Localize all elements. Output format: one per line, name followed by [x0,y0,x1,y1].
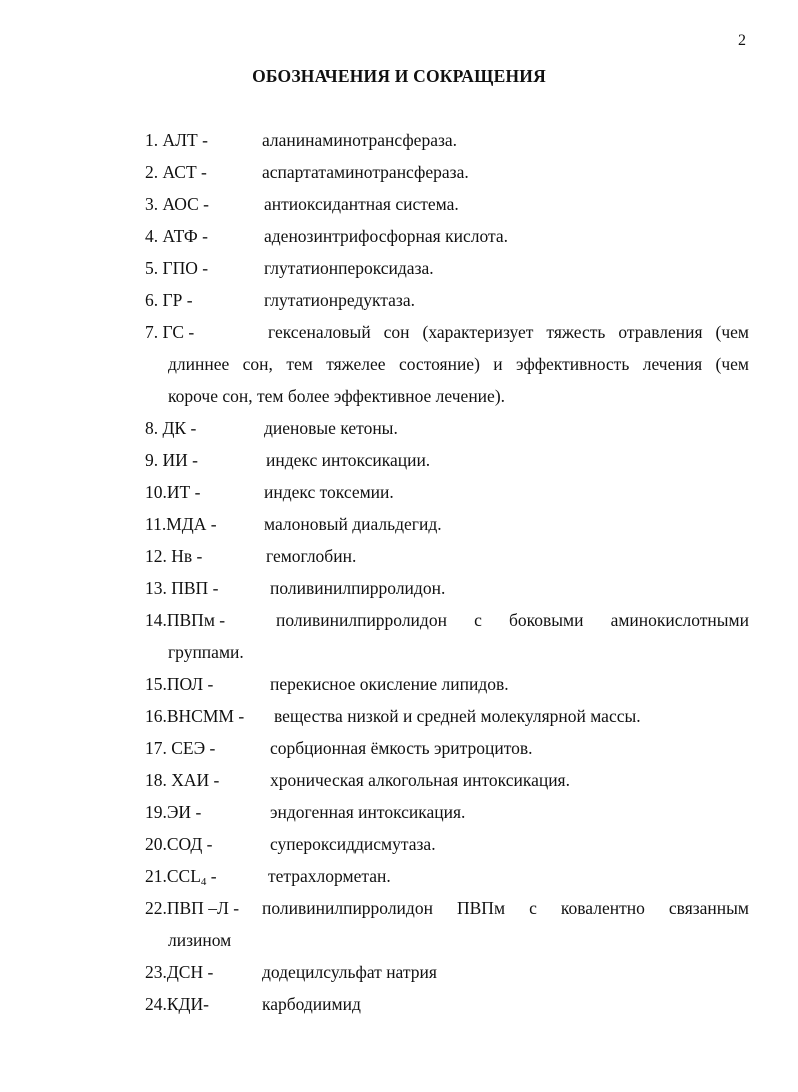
abbreviation: 12. Нв - [145,546,203,566]
abbreviation-subscript: 4 [200,876,207,888]
definition: индекс интоксикации. [266,450,431,470]
definition-continuation: лизином [168,930,232,950]
definition: супероксиддисмутаза. [270,834,436,854]
definition: малоновый диальдегид. [264,514,442,534]
definition: аспартатаминотрансфераза. [262,162,469,182]
abbreviation: 16.ВНСММ - [145,706,245,726]
abbreviation: 8. ДК - [145,418,197,438]
definition: диеновые кетоны. [264,418,398,438]
definition: хроническая алкогольная интоксикация. [270,770,570,790]
abbreviation: 7. ГС - [145,322,195,342]
abbreviation: 19.ЭИ - [145,802,202,822]
definition-continuation: короче сон, тем более эффективное лечение). [168,386,506,406]
abbreviation: 14.ПВПм - [145,610,226,630]
definition-continuation: группами. [168,642,244,662]
abbreviation: 24.КДИ- [145,994,209,1014]
abbreviation: 1. АЛТ - [145,130,208,150]
definition: аденозинтрифосфорная кислота. [264,226,508,246]
definition: гексеналовый сон (характеризует тяжесть отравления (чем [268,322,749,342]
definition: гемоглобин. [266,546,357,566]
abbreviation: 3. АОС - [145,194,209,214]
abbreviation-tail: - [206,866,217,886]
abbreviation: 18. ХАИ - [145,770,220,790]
abbreviation: 9. ИИ - [145,450,198,470]
definition: поливинилпирролидон с боковыми аминокислотными [276,610,749,630]
abbreviation: 4. АТФ - [145,226,208,246]
page-title: ОБОЗНАЧЕНИЯ И СОКРАЩЕНИЯ [252,66,546,86]
abbreviation: 10.ИТ - [145,482,201,502]
abbreviation: 6. ГР - [145,290,193,310]
definition: вещества низкой и средней молекулярной массы. [274,706,641,726]
definition: эндогенная интоксикация. [270,802,466,822]
definition-continuation: длиннее сон, тем тяжелее состояние) и эффективность лечения (чем [168,354,749,374]
definition: глутатионредуктаза. [264,290,415,310]
definition: поливинилпирролидон. [270,578,446,598]
definition: поливинилпирролидон ПВПм с ковалентно связанным [262,898,749,918]
definition: перекисное окисление липидов. [270,674,509,694]
abbreviation: 22.ПВП –Л - [145,898,240,918]
definition: сорбционная ёмкость эритроцитов. [270,738,533,758]
definition: индекс токсемии. [264,482,394,502]
definition: додецилсульфат натрия [262,962,437,982]
abbreviation: 5. ГПО - [145,258,209,278]
abbreviation: 2. АСТ - [145,162,207,182]
abbreviation [145,866,217,888]
abbreviation: 23.ДСН - [145,962,214,982]
definition: аланинаминотрансфераза. [262,130,458,150]
abbreviation: 13. ПВП - [145,578,219,598]
page-number: 2 [738,32,746,49]
abbreviation: 11.МДА - [145,514,217,534]
abbreviation-main: 21.CCL [145,866,201,886]
definition: глутатионпероксидаза. [264,258,434,278]
definition: карбодиимид [262,994,361,1014]
definition: тетрахлорметан. [268,866,391,886]
abbreviation: 20.СОД - [145,834,213,854]
abbreviation: 17. СЕЭ - [145,738,216,758]
abbreviation: 15.ПОЛ - [145,674,214,694]
definition: антиоксидантная система. [264,194,459,214]
